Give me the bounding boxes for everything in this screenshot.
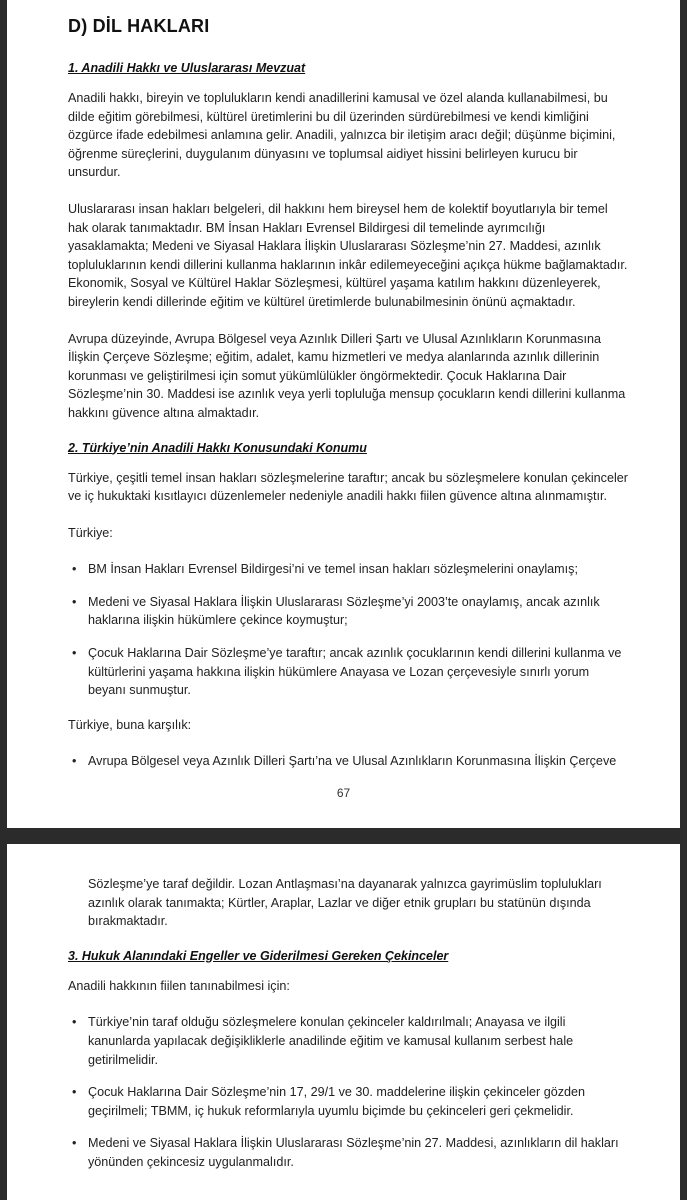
list-item-text: Türkiye’nin taraf olduğu sözleşmelere konulan çekinceler kaldırılmalı; Anayasa ve ilgili kanunlarda yapılacak değişikliklerle anadilinde eğitim ve kamusal kullanım serbest hale getirilmelidir. <box>88 1015 574 1067</box>
list-item-text: BM İnsan Hakları Evrensel Bildirgesi’ni ve temel insan hakları sözleşmelerini onaylamış; <box>88 562 578 577</box>
section-2-heading: 2. Türkiye’nin Anadili Hakkı Konusundaki Konumu <box>68 440 367 455</box>
section-2-paragraph-3: Türkiye, buna karşılık: <box>68 717 192 732</box>
bullet-icon: • <box>72 562 77 577</box>
bullet-icon: • <box>72 646 77 661</box>
list-item <box>68 1083 628 1120</box>
list-item-text: Çocuk Haklarına Dair Sözleşme’nin 17, 29/1 ve 30. maddelerine ilişkin çekinceler gözden geçirilmeli; TBMM, iç hukuk reformlarıyla uyumlu biçimde bu çekinceleri geri çekmelidir. <box>88 1085 586 1118</box>
list-item-text: Medeni ve Siyasal Haklara İlişkin Uluslararası Sözleşme’yi 2003’te onaylamış, ancak azınlık haklarına ilişkin hükümlere çekince koymuştur; <box>88 594 600 628</box>
continued-bullet-text: Sözleşme’ye taraf değildir. Lozan Antlaşması’na dayanarak yalnızca gayrimüslim toplulukları azınlık olarak tanımakta; Kürtler, Araplar, Lazlar ve diğer etnik grupları bu statünün dışında bırakmaktadır. <box>88 877 602 929</box>
list-item <box>68 1134 628 1171</box>
section-2-bullet-list <box>68 560 628 700</box>
page-1-content <box>68 16 628 787</box>
section-3-bullet-list <box>68 1013 628 1171</box>
page-title: D) DİL HAKLARI <box>68 16 210 36</box>
document-page-2 <box>7 844 680 1200</box>
section-1-heading: 1. Anadili Hakkı ve Uluslararası Mevzuat <box>68 61 306 75</box>
bullet-icon: • <box>72 1085 77 1100</box>
list-item <box>68 644 628 700</box>
section-1-paragraph-2: Uluslararası insan hakları belgeleri, dil hakkını hem bireysel hem de kolektif boyutlarıyla bir temel hak olarak tanımaktadır. BM İnsan Hakları Evrensel Bildirgesi dil temelinde ayrımcılığı yasaklamakta; Medeni ve Siyasal Haklara İlişkin Uluslararası Sözleşme’nin 27. Maddesi, azınlık topluluklarının kendi dillerini kullanma haklarının inkâr edilemeyeceğini açıkça hükme bağlamaktadır. Ekonomik, Sosyal ve Kültürel Haklar Sözleşmesi, kültürel yaşama katılım hakkını düzenleyerek, bireylerin kendi dillerinde eğitim ve kültürel üretimlerde bulunabilmesinin önünü açmaktadır. <box>68 201 628 309</box>
document-page-1 <box>7 0 680 828</box>
list-item <box>68 593 628 630</box>
list-item-text: Çocuk Haklarına Dair Sözleşme’ye taraftır; ancak azınlık çocuklarının kendi dillerini kullanma ve kültürlerini yaşama hakkına ilişkin hükümlere Anayasa ve Lozan çerçevesiyle sınırlı yorum beyanı sunmuştur. <box>88 646 622 698</box>
section-3-paragraph-1: Anadili hakkının fiilen tanınabilmesi için: <box>68 978 290 993</box>
section-3-heading: 3. Hukuk Alanındaki Engeller ve Giderilmesi Gereken Çekinceler <box>68 948 449 963</box>
section-1-paragraph-1: Anadili hakkı, bireyin ve toplulukların kendi anadillerini kamusal ve özel alanda kullanabilmesi, bu dilde eğitim görebilmesi, kültürel üretimlerini bu dil üzerinden sürdürebilmesi ve kendi kimliğini özgürce ifade edebilmesi anlamına gelir. Anadili, yalnızca bir iletişim aracı değil; düşünme biçimini, öğrenme süreçlerini, duygulanım dünyasını ve toplumsal aidiyet hissini belirleyen kurucu bir unsurdur. <box>68 91 616 180</box>
list-item <box>68 752 628 771</box>
section-2-paragraph-1: Türkiye, çeşitli temel insan hakları sözleşmelerine taraftır; ancak bu sözleşmelere konulan çekinceler ve iç hukuktaki kısıtlayıcı düzenlemeler nedeniyle anadili hakkı fiilen güvence altına alınmamıştır. <box>68 470 628 504</box>
list-item-text: Medeni ve Siyasal Haklara İlişkin Uluslararası Sözleşme’nin 27. Maddesi, azınlıkların dil hakları yönünden çekincesiz uygulanmalıdır. <box>88 1136 619 1169</box>
page-2-content <box>68 875 628 1188</box>
bullet-icon: • <box>72 754 77 769</box>
list-item-text: Avrupa Bölgesel veya Azınlık Dilleri Şartı’na ve Ulusal Azınlıkların Korunmasına İlişkin Çerçeve <box>88 754 617 769</box>
section-1-paragraph-3: Avrupa düzeyinde, Avrupa Bölgesel veya Azınlık Dilleri Şartı ve Ulusal Azınlıkların Korunmasına İlişkin Çerçeve Sözleşme; eğitim, adalet, kamu hizmetleri ve medya alanlarında azınlık dillerinin korunması ve geliştirilmesi için somut yükümlülükler öngörmektedir. Çocuk Haklarına Dair Sözleşme’nin 30. Maddesi ise azınlık veya yerli topluluğa mensup çocukların kendi dillerini kullanma hakkını güvence altına almaktadır. <box>68 331 626 420</box>
page-number: 67 <box>336 786 351 800</box>
list-item <box>68 560 628 579</box>
bullet-icon: • <box>72 594 77 609</box>
section-2-paragraph-2: Türkiye: <box>68 525 113 540</box>
bullet-icon: • <box>72 1136 77 1151</box>
section-2-bullet-list-2 <box>68 752 628 771</box>
bullet-icon: • <box>72 1015 77 1030</box>
list-item <box>68 1013 628 1069</box>
